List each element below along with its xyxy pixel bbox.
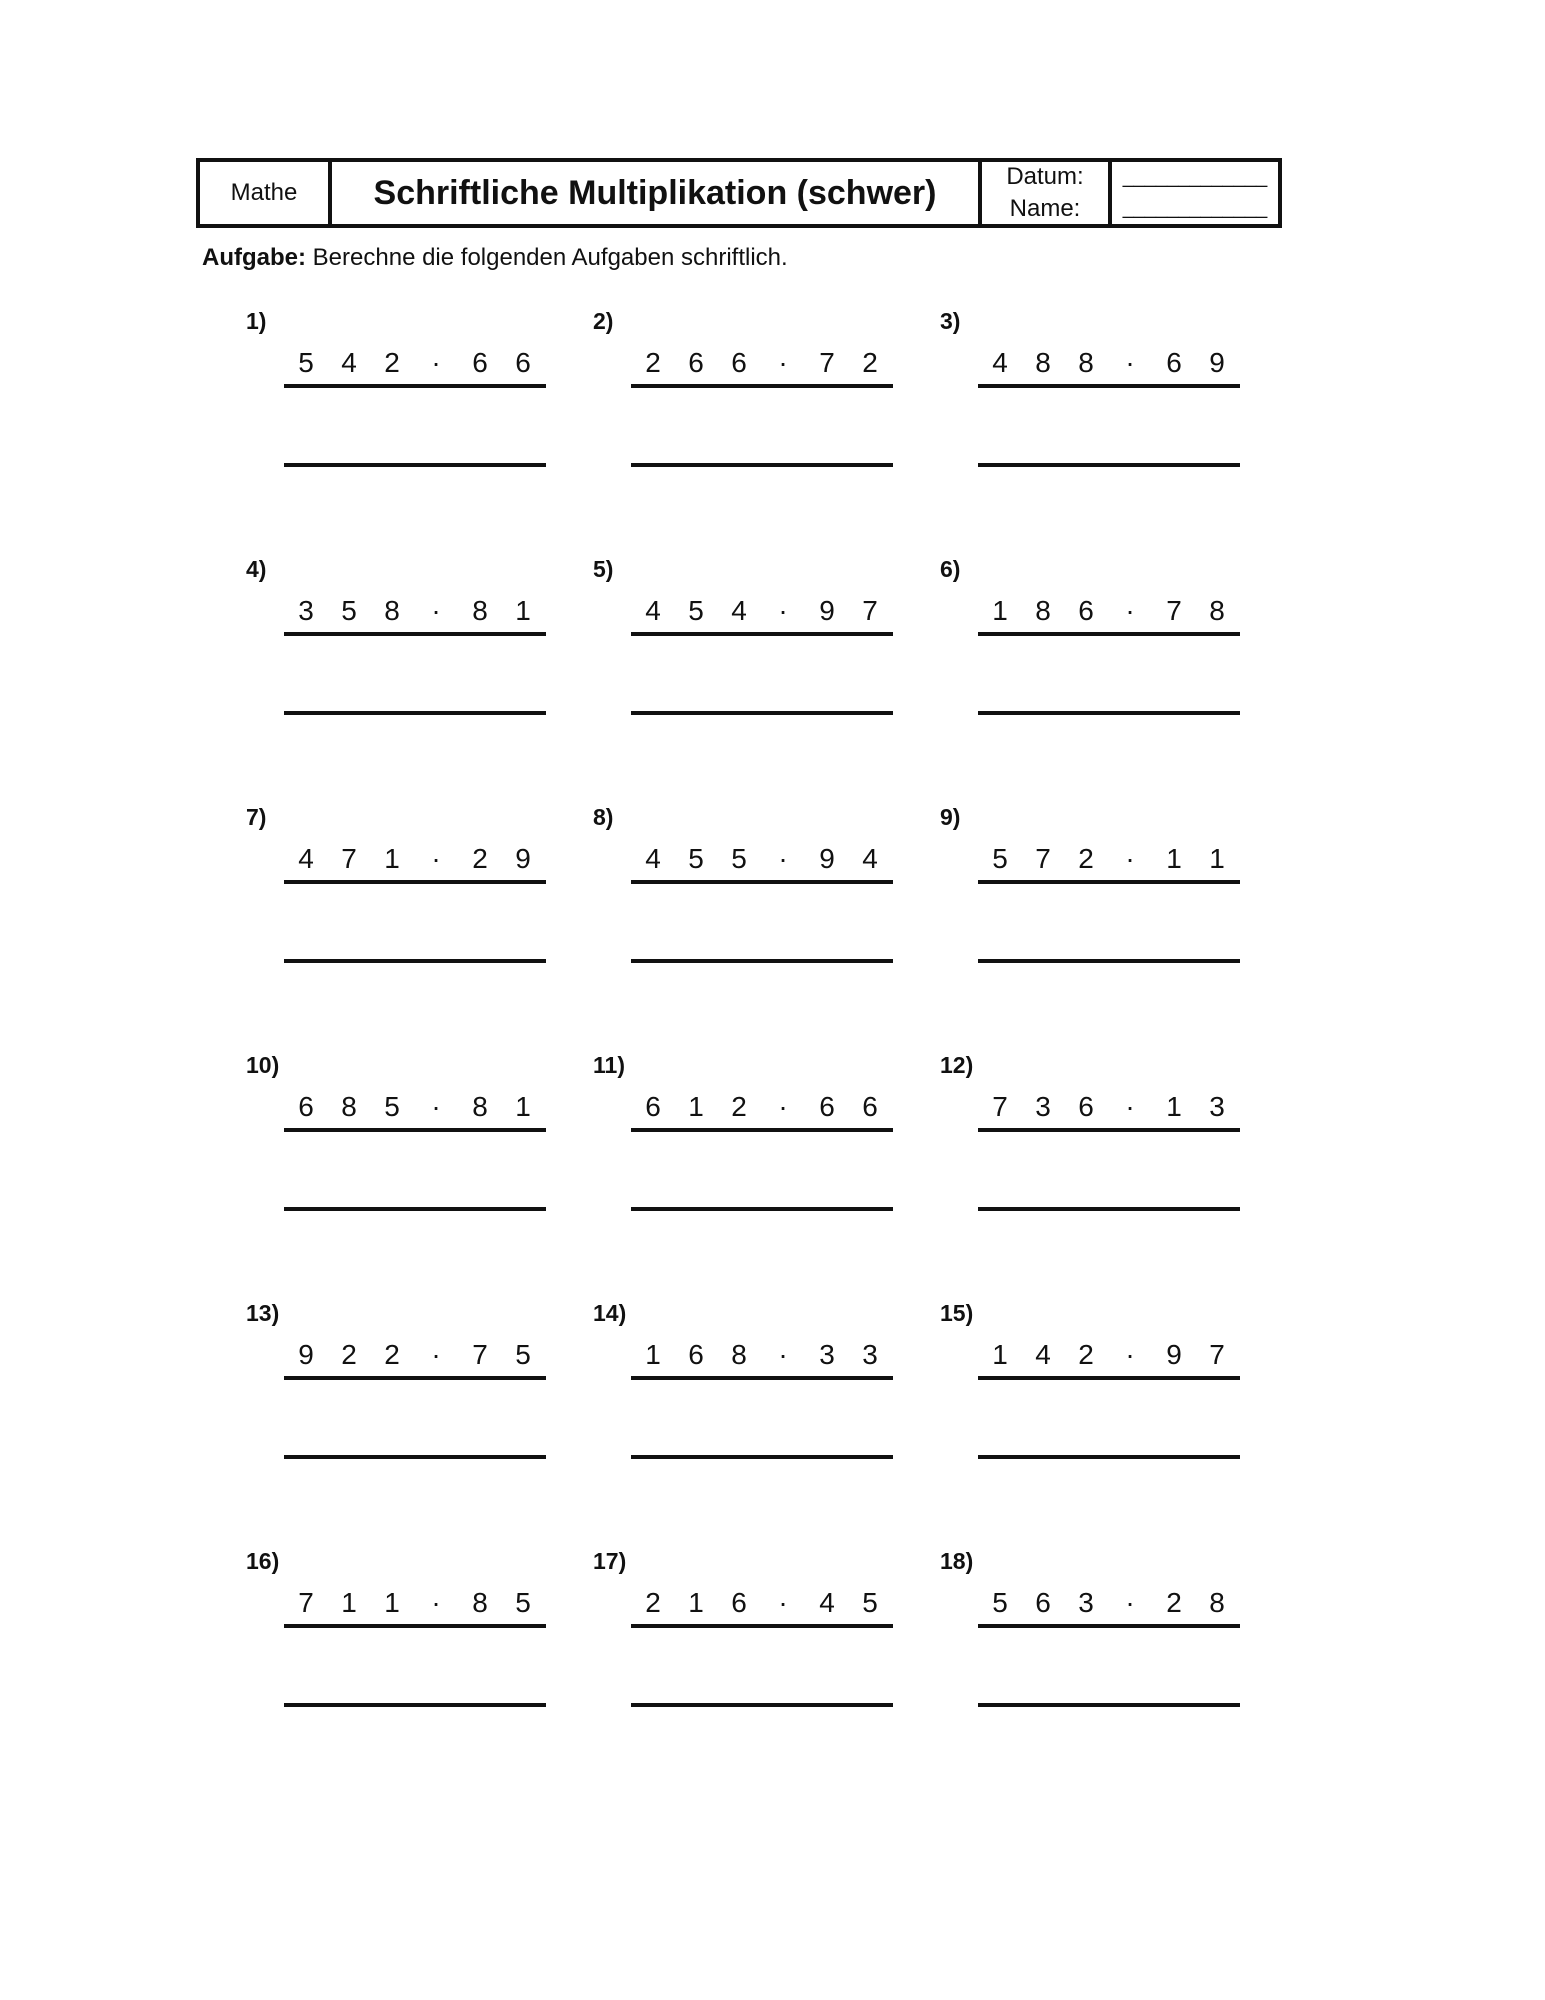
problem-11 [593,1052,943,1222]
problem-equation [284,842,546,876]
answer-line[interactable] [631,711,893,715]
problem-number: 4) [246,556,267,582]
digit: 2 [645,1587,661,1618]
underline [631,384,893,388]
problem-equation [978,1586,1240,1620]
answer-line[interactable] [631,1207,893,1211]
instruction-text: Berechne die folgenden Aufgaben schriftlich. [312,244,788,271]
digit: 5 [515,1339,531,1370]
digit: 8 [472,595,488,626]
multiplication-operator: · [778,1091,788,1122]
answer-line[interactable] [284,959,546,963]
problem-3 [940,308,1290,478]
digit: 6 [1078,595,1094,626]
digit: 6 [1035,1587,1051,1618]
digit: 8 [384,595,400,626]
digit: 2 [384,347,400,378]
problem-5 [593,556,943,726]
digit: 2 [472,843,488,874]
digit: 1 [688,1091,704,1122]
problem-equation [284,594,546,628]
digit: 7 [819,347,835,378]
problem-number: 2) [593,308,614,334]
underline [631,1128,893,1132]
worksheet-header [196,158,1282,228]
digit: 8 [1035,595,1051,626]
problem-12 [940,1052,1290,1222]
digit: 9 [1166,1339,1182,1370]
answer-line[interactable] [284,463,546,467]
digit: 5 [992,843,1008,874]
digit: 7 [1166,595,1182,626]
problem-number: 14) [593,1300,627,1326]
digit: 8 [472,1091,488,1122]
date-field[interactable]: _____________ [1122,166,1268,188]
problem-1 [246,308,596,478]
problem-number: 18) [940,1548,974,1574]
digit: 6 [515,347,531,378]
problem-equation [978,346,1240,380]
digit: 4 [992,347,1008,378]
digit: 7 [1035,843,1051,874]
problem-number: 7) [246,804,267,830]
problem-18 [940,1548,1290,1718]
problem-equation [631,1090,893,1124]
digit: 6 [688,1339,704,1370]
answer-line[interactable] [978,959,1240,963]
problem-2 [593,308,943,478]
digit: 4 [731,595,747,626]
digit: 4 [341,347,357,378]
problem-14 [593,1300,943,1470]
problem-number: 17) [593,1548,627,1574]
digit: 3 [862,1339,878,1370]
underline [631,1624,893,1628]
digit: 5 [731,843,747,874]
digit: 8 [341,1091,357,1122]
problem-number: 15) [940,1300,974,1326]
subject-label: Mathe [200,162,332,224]
digit: 5 [688,843,704,874]
digit: 2 [731,1091,747,1122]
digit: 9 [819,595,835,626]
multiplication-operator: · [778,595,788,626]
problem-equation [631,1338,893,1372]
digit: 1 [341,1587,357,1618]
underline [978,880,1240,884]
multiplication-operator: · [1125,1091,1135,1122]
digit: 6 [819,1091,835,1122]
digit: 8 [1078,347,1094,378]
problem-number: 9) [940,804,961,830]
problem-equation [978,1338,1240,1372]
digit: 1 [1209,843,1225,874]
digit: 4 [645,843,661,874]
multiplication-operator: · [431,1091,441,1122]
digit: 7 [341,843,357,874]
digit: 7 [992,1091,1008,1122]
digit: 8 [731,1339,747,1370]
digit: 2 [341,1339,357,1370]
digit: 4 [298,843,314,874]
digit: 2 [1078,843,1094,874]
multiplication-operator: · [778,1339,788,1370]
digit: 5 [384,1091,400,1122]
answer-line[interactable] [978,1455,1240,1459]
problem-equation [631,346,893,380]
digit: 3 [819,1339,835,1370]
digit: 5 [341,595,357,626]
problem-equation [978,842,1240,876]
answer-line[interactable] [978,1703,1240,1707]
digit: 1 [992,1339,1008,1370]
underline [284,1624,546,1628]
digit: 4 [862,843,878,874]
problem-equation [284,346,546,380]
problem-6 [940,556,1290,726]
digit: 2 [384,1339,400,1370]
underline [978,1376,1240,1380]
underline [631,880,893,884]
digit: 4 [819,1587,835,1618]
answer-line[interactable] [631,463,893,467]
problem-number: 10) [246,1052,280,1078]
digit: 8 [1209,595,1225,626]
answer-line[interactable] [284,1703,546,1707]
multiplication-operator: · [1125,595,1135,626]
problem-15 [940,1300,1290,1470]
underline [978,1624,1240,1628]
digit: 2 [862,347,878,378]
answer-line[interactable] [284,711,546,715]
digit: 5 [298,347,314,378]
digit: 6 [862,1091,878,1122]
problem-equation [631,842,893,876]
digit: 1 [515,1091,531,1122]
digit: 5 [862,1587,878,1618]
problem-number: 13) [246,1300,280,1326]
problem-equation [631,1586,893,1620]
multiplication-operator: · [778,1587,788,1618]
digit: 1 [688,1587,704,1618]
multiplication-operator: · [431,1339,441,1370]
underline [284,1128,546,1132]
digit: 6 [298,1091,314,1122]
underline [284,384,546,388]
digit: 1 [515,595,531,626]
digit: 5 [688,595,704,626]
digit: 9 [298,1339,314,1370]
digit: 7 [298,1587,314,1618]
digit: 6 [731,1587,747,1618]
multiplication-operator: · [1125,843,1135,874]
problem-number: 16) [246,1548,280,1574]
problem-equation [978,1090,1240,1124]
digit: 8 [1209,1587,1225,1618]
multiplication-operator: · [431,595,441,626]
problem-13 [246,1300,596,1470]
digit: 8 [472,1587,488,1618]
digit: 5 [992,1587,1008,1618]
name-field[interactable]: _____________ [1122,197,1268,219]
digit: 2 [645,347,661,378]
digit: 9 [819,843,835,874]
multiplication-operator: · [431,1587,441,1618]
instruction [202,244,788,272]
underline [631,632,893,636]
digit: 2 [1078,1339,1094,1370]
answer-line[interactable] [284,1207,546,1211]
digit: 6 [472,347,488,378]
digit: 3 [1209,1091,1225,1122]
answer-line[interactable] [631,959,893,963]
digit: 1 [1166,843,1182,874]
underline [978,632,1240,636]
problem-number: 11) [593,1052,625,1078]
underline [284,632,546,636]
digit: 4 [645,595,661,626]
multiplication-operator: · [1125,1587,1135,1618]
problem-number: 8) [593,804,614,830]
problem-number: 5) [593,556,614,582]
problem-equation [284,1338,546,1372]
problem-equation [631,594,893,628]
multiplication-operator: · [778,347,788,378]
digit: 1 [384,843,400,874]
problem-equation [284,1586,546,1620]
underline [978,384,1240,388]
digit: 2 [1166,1587,1182,1618]
problem-10 [246,1052,596,1222]
digit: 6 [1166,347,1182,378]
digit: 3 [1078,1587,1094,1618]
digit: 6 [1078,1091,1094,1122]
underline [631,1376,893,1380]
problem-number: 6) [940,556,961,582]
digit: 4 [1035,1339,1051,1370]
digit: 6 [731,347,747,378]
multiplication-operator: · [778,843,788,874]
worksheet-title: Schriftliche Multiplikation (schwer) [332,162,982,224]
answer-line[interactable] [978,1207,1240,1211]
date-name-fields [1112,162,1278,224]
problem-number: 12) [940,1052,974,1078]
problem-equation [978,594,1240,628]
digit: 9 [515,843,531,874]
digit: 9 [1209,347,1225,378]
underline [284,1376,546,1380]
multiplication-operator: · [431,843,441,874]
problem-9 [940,804,1290,974]
answer-line[interactable] [631,1703,893,1707]
digit: 5 [515,1587,531,1618]
problem-16 [246,1548,596,1718]
multiplication-operator: · [1125,1339,1135,1370]
multiplication-operator: · [1125,347,1135,378]
digit: 7 [862,595,878,626]
name-label: Name: [1009,195,1081,222]
problem-number: 1) [246,308,267,334]
underline [978,1128,1240,1132]
digit: 1 [645,1339,661,1370]
digit: 1 [384,1587,400,1618]
digit: 7 [472,1339,488,1370]
digit: 3 [298,595,314,626]
digit: 3 [1035,1091,1051,1122]
digit: 7 [1209,1339,1225,1370]
problem-8 [593,804,943,974]
date-label: Datum: [1006,163,1084,190]
answer-line[interactable] [631,1455,893,1459]
digit: 6 [688,347,704,378]
digit: 1 [1166,1091,1182,1122]
date-name-labels [982,162,1112,224]
problem-equation [284,1090,546,1124]
digit: 8 [1035,347,1051,378]
answer-line[interactable] [284,1455,546,1459]
underline [284,880,546,884]
multiplication-operator: · [431,347,441,378]
problem-7 [246,804,596,974]
answer-line[interactable] [978,463,1240,467]
answer-line[interactable] [978,711,1240,715]
instruction-label: Aufgabe: [202,244,306,271]
problem-17 [593,1548,943,1718]
problem-number: 3) [940,308,961,334]
digit: 6 [645,1091,661,1122]
problem-4 [246,556,596,726]
digit: 1 [992,595,1008,626]
